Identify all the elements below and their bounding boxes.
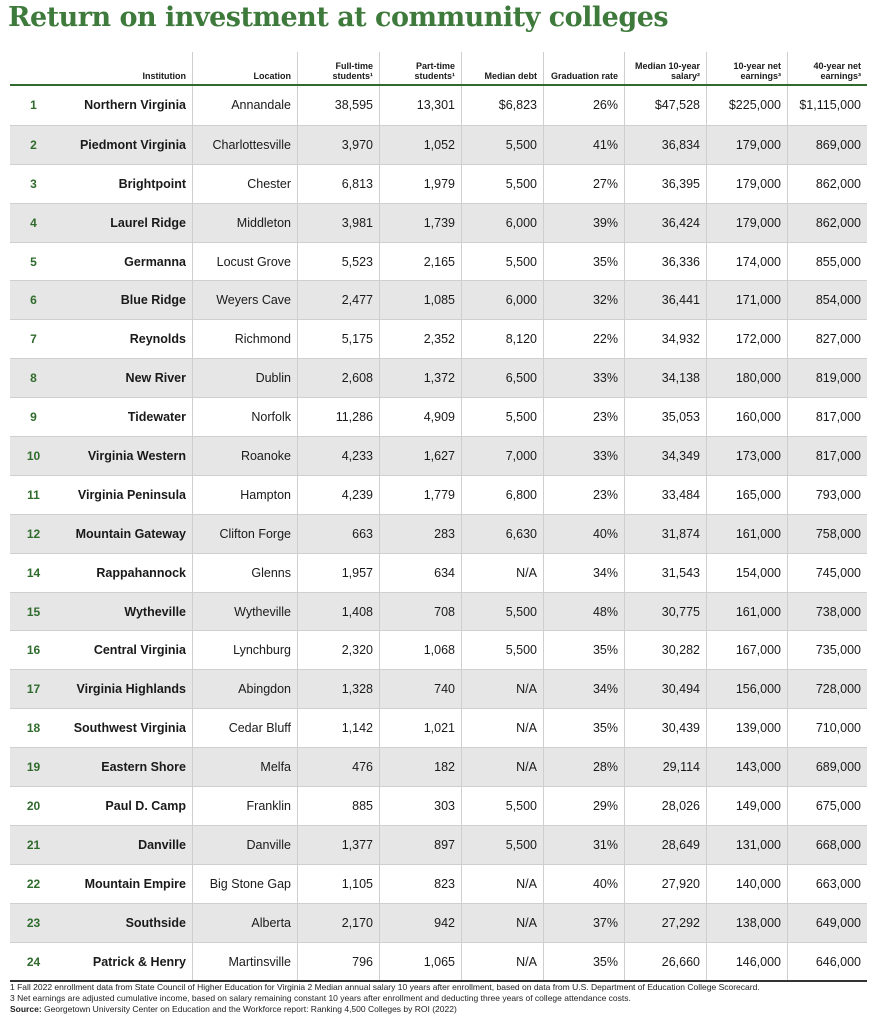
cell-location: Middleton: [193, 204, 298, 242]
cell-median-debt: 5,500: [462, 243, 544, 281]
cell-full-time-students: 1,105: [298, 865, 380, 903]
cell-40-year-net-earnings: 862,000: [815, 176, 861, 191]
cell-10-year-net-earnings: 146,000: [707, 943, 788, 981]
table-row: [10, 864, 867, 903]
cell-median-debt: 6,000: [462, 204, 544, 242]
header-10-year-net-earnings: [707, 52, 788, 84]
cell-institution: Virginia Highlands: [57, 670, 193, 708]
cell-graduation-rate: 32%: [544, 281, 625, 319]
cell-location: Martinsville: [193, 943, 298, 981]
cell-rank: 14: [26, 565, 41, 580]
cell-institution: Laurel Ridge: [57, 204, 193, 242]
cell-rank: 23: [26, 915, 41, 930]
cell-40-year-net-earnings: 663,000: [815, 876, 861, 891]
cell-location: Richmond: [193, 320, 298, 358]
cell-median-10-year-salary: 33,484: [625, 476, 707, 514]
cell-institution: Patrick & Henry: [57, 943, 193, 981]
cell-median-10-year-salary: 35,053: [625, 398, 707, 436]
cell-location: Cedar Bluff: [193, 709, 298, 747]
table-body: [10, 86, 867, 980]
cell-graduation-rate: 23%: [544, 476, 625, 514]
cell-location: Chester: [193, 165, 298, 203]
cell-graduation-rate: 29%: [544, 787, 625, 825]
cell-part-time-students: 283: [380, 515, 462, 553]
cell-median-debt: 6,800: [462, 476, 544, 514]
cell-part-time-students: 708: [380, 593, 462, 631]
cell-10-year-net-earnings: 173,000: [707, 437, 788, 475]
cell-rank: 9: [30, 410, 37, 425]
cell-median-10-year-salary: 34,138: [625, 359, 707, 397]
cell-10-year-net-earnings: 179,000: [707, 165, 788, 203]
header-line: Median 10-year: [634, 61, 700, 71]
cell-part-time-students: 1,627: [380, 437, 462, 475]
table-row: [10, 436, 867, 475]
source-label: Source:: [10, 1004, 42, 1014]
cell-graduation-rate: 23%: [544, 398, 625, 436]
cell-graduation-rate: 48%: [544, 593, 625, 631]
source-text: Georgetown University Center on Education and the Workforce report: Ranking 4,500 Colleges by ROI (2022): [41, 1004, 457, 1014]
cell-rank: 20: [26, 798, 41, 813]
cell-40-year-net-earnings: 668,000: [815, 837, 861, 852]
cell-full-time-students: 6,813: [298, 165, 380, 203]
header-median-10-year-salary: [625, 52, 707, 84]
header-line: students¹: [414, 71, 455, 81]
cell-institution: Mountain Empire: [57, 865, 193, 903]
cell-institution: Wytheville: [57, 593, 193, 631]
cell-10-year-net-earnings: 167,000: [707, 631, 788, 669]
cell-institution: Paul D. Camp: [57, 787, 193, 825]
cell-location: Abingdon: [193, 670, 298, 708]
cell-median-10-year-salary: 36,424: [625, 204, 707, 242]
cell-10-year-net-earnings: 161,000: [707, 515, 788, 553]
header-line: Full-time: [335, 61, 373, 71]
cell-graduation-rate: 31%: [544, 826, 625, 864]
cell-10-year-net-earnings: 174,000: [707, 243, 788, 281]
cell-40-year-net-earnings: 649,000: [815, 915, 861, 930]
header-line: Median debt: [484, 71, 537, 81]
cell-median-debt: 8,120: [462, 320, 544, 358]
cell-10-year-net-earnings: 138,000: [707, 904, 788, 942]
cell-rank: 4: [30, 215, 37, 230]
cell-10-year-net-earnings: 179,000: [707, 204, 788, 242]
cell-median-debt: 5,500: [462, 826, 544, 864]
cell-median-10-year-salary: 30,439: [625, 709, 707, 747]
cell-rank: 21: [26, 837, 41, 852]
roi-table: [10, 52, 867, 982]
header-location: [193, 52, 298, 84]
cell-40-year-net-earnings: 728,000: [815, 682, 861, 697]
footnote-3: 3 Net earnings are adjusted cumulative income, based on salary remaining constant 10 years after enrollment and deducting three years of college attendance costs.: [10, 993, 631, 1003]
cell-40-year-net-earnings: 817,000: [815, 448, 861, 463]
cell-median-debt: 5,500: [462, 631, 544, 669]
cell-institution: Virginia Peninsula: [57, 476, 193, 514]
cell-part-time-students: 1,085: [380, 281, 462, 319]
cell-10-year-net-earnings: 171,000: [707, 281, 788, 319]
cell-institution: Central Virginia: [57, 631, 193, 669]
cell-median-debt: 6,500: [462, 359, 544, 397]
cell-location: Charlottesville: [193, 126, 298, 164]
cell-median-debt: $6,823: [462, 86, 544, 125]
cell-full-time-students: 476: [298, 748, 380, 786]
cell-part-time-students: 1,372: [380, 359, 462, 397]
cell-part-time-students: 1,052: [380, 126, 462, 164]
cell-40-year-net-earnings: 646,000: [815, 954, 861, 969]
cell-10-year-net-earnings: 154,000: [707, 554, 788, 592]
header-institution: [57, 52, 193, 84]
cell-median-debt: N/A: [462, 554, 544, 592]
header-graduation-rate: [544, 52, 625, 84]
cell-median-debt: N/A: [462, 943, 544, 981]
table-row: [10, 475, 867, 514]
source-line: [10, 1004, 875, 1015]
cell-location: Lynchburg: [193, 631, 298, 669]
cell-part-time-students: 1,068: [380, 631, 462, 669]
cell-median-debt: N/A: [462, 904, 544, 942]
cell-institution: Tidewater: [57, 398, 193, 436]
cell-graduation-rate: 37%: [544, 904, 625, 942]
cell-median-debt: 5,500: [462, 593, 544, 631]
cell-institution: Southwest Virginia: [57, 709, 193, 747]
cell-location: Locust Grove: [193, 243, 298, 281]
cell-part-time-students: 4,909: [380, 398, 462, 436]
cell-10-year-net-earnings: 172,000: [707, 320, 788, 358]
cell-institution: Reynolds: [57, 320, 193, 358]
cell-median-10-year-salary: 34,349: [625, 437, 707, 475]
cell-graduation-rate: 33%: [544, 437, 625, 475]
cell-rank: 17: [26, 682, 41, 697]
cell-40-year-net-earnings: 827,000: [815, 332, 861, 347]
table-header: [10, 52, 867, 86]
cell-rank: 19: [26, 760, 41, 775]
cell-location: Alberta: [193, 904, 298, 942]
cell-part-time-students: 942: [380, 904, 462, 942]
cell-institution: Rappahannock: [57, 554, 193, 592]
cell-part-time-students: 13,301: [380, 86, 462, 125]
cell-institution: Northern Virginia: [57, 86, 193, 125]
cell-location: Roanoke: [193, 437, 298, 475]
cell-full-time-students: 796: [298, 943, 380, 981]
cell-40-year-net-earnings: 745,000: [815, 565, 861, 580]
cell-median-debt: N/A: [462, 670, 544, 708]
cell-median-10-year-salary: 31,543: [625, 554, 707, 592]
cell-median-debt: 7,000: [462, 437, 544, 475]
footnote-1-2: 1 Fall 2022 enrollment data from State Council of Higher Education for Virginia 2 Median annual salary 10 years after enrollment, based on data from U.S. Department of Education College Scorecard.: [10, 982, 760, 992]
cell-40-year-net-earnings: 854,000: [815, 293, 861, 308]
table-row: [10, 86, 867, 125]
table-row: [10, 825, 867, 864]
cell-full-time-students: 1,328: [298, 670, 380, 708]
cell-part-time-students: 1,779: [380, 476, 462, 514]
cell-40-year-net-earnings: 675,000: [815, 798, 861, 813]
cell-graduation-rate: 39%: [544, 204, 625, 242]
cell-full-time-students: 2,608: [298, 359, 380, 397]
cell-institution: Germanna: [57, 243, 193, 281]
cell-40-year-net-earnings: 862,000: [815, 215, 861, 230]
cell-median-10-year-salary: 28,026: [625, 787, 707, 825]
header-line: Location: [253, 71, 291, 81]
cell-median-10-year-salary: 27,292: [625, 904, 707, 942]
cell-full-time-students: 1,408: [298, 593, 380, 631]
cell-median-10-year-salary: 36,834: [625, 126, 707, 164]
table-row: [10, 125, 867, 164]
cell-rank: 10: [26, 448, 41, 463]
cell-10-year-net-earnings: 179,000: [707, 126, 788, 164]
header-line: 10-year net: [733, 61, 781, 71]
cell-median-10-year-salary: 36,395: [625, 165, 707, 203]
cell-median-10-year-salary: 36,441: [625, 281, 707, 319]
table-row: [10, 319, 867, 358]
cell-median-10-year-salary: 30,494: [625, 670, 707, 708]
cell-part-time-students: 634: [380, 554, 462, 592]
cell-40-year-net-earnings: 819,000: [815, 371, 861, 386]
header-line: Part-time: [415, 61, 455, 71]
cell-part-time-students: 1,739: [380, 204, 462, 242]
cell-median-10-year-salary: 36,336: [625, 243, 707, 281]
cell-rank: 1: [30, 98, 37, 113]
table-row: [10, 903, 867, 942]
cell-graduation-rate: 40%: [544, 865, 625, 903]
cell-40-year-net-earnings: 855,000: [815, 254, 861, 269]
cell-full-time-students: 5,523: [298, 243, 380, 281]
cell-median-10-year-salary: 30,775: [625, 593, 707, 631]
cell-location: Franklin: [193, 787, 298, 825]
cell-40-year-net-earnings: 817,000: [815, 410, 861, 425]
table-row: [10, 280, 867, 319]
cell-40-year-net-earnings: 793,000: [815, 487, 861, 502]
header-line: earnings³: [740, 71, 781, 81]
cell-full-time-students: 3,981: [298, 204, 380, 242]
cell-graduation-rate: 41%: [544, 126, 625, 164]
cell-rank: 24: [26, 954, 41, 969]
cell-10-year-net-earnings: 156,000: [707, 670, 788, 708]
cell-part-time-students: 2,165: [380, 243, 462, 281]
cell-40-year-net-earnings: $1,115,000: [799, 98, 861, 113]
cell-median-debt: 5,500: [462, 398, 544, 436]
cell-location: Annandale: [193, 86, 298, 125]
header-rank: [10, 52, 57, 84]
cell-location: Melfa: [193, 748, 298, 786]
cell-location: Wytheville: [193, 593, 298, 631]
header-full-time-students: [298, 52, 380, 84]
cell-rank: 8: [30, 371, 37, 386]
cell-graduation-rate: 33%: [544, 359, 625, 397]
cell-median-10-year-salary: 30,282: [625, 631, 707, 669]
cell-institution: New River: [57, 359, 193, 397]
cell-part-time-students: 823: [380, 865, 462, 903]
cell-location: Dublin: [193, 359, 298, 397]
cell-part-time-students: 303: [380, 787, 462, 825]
cell-part-time-students: 740: [380, 670, 462, 708]
cell-part-time-students: 1,021: [380, 709, 462, 747]
cell-graduation-rate: 28%: [544, 748, 625, 786]
table-row: [10, 242, 867, 281]
cell-graduation-rate: 26%: [544, 86, 625, 125]
cell-median-debt: 6,630: [462, 515, 544, 553]
header-line: Institution: [142, 71, 186, 81]
cell-rank: 6: [30, 293, 37, 308]
cell-median-debt: 5,500: [462, 126, 544, 164]
cell-full-time-students: 5,175: [298, 320, 380, 358]
cell-10-year-net-earnings: 160,000: [707, 398, 788, 436]
cell-median-debt: 5,500: [462, 787, 544, 825]
cell-part-time-students: 2,352: [380, 320, 462, 358]
cell-rank: 15: [26, 604, 41, 619]
cell-graduation-rate: 35%: [544, 243, 625, 281]
cell-10-year-net-earnings: $225,000: [707, 86, 788, 125]
cell-institution: Southside: [57, 904, 193, 942]
table-row: [10, 203, 867, 242]
cell-median-debt: 5,500: [462, 165, 544, 203]
cell-rank: 16: [26, 643, 41, 658]
cell-full-time-students: 4,239: [298, 476, 380, 514]
cell-10-year-net-earnings: 131,000: [707, 826, 788, 864]
cell-graduation-rate: 35%: [544, 631, 625, 669]
cell-graduation-rate: 34%: [544, 554, 625, 592]
cell-10-year-net-earnings: 143,000: [707, 748, 788, 786]
table-row: [10, 553, 867, 592]
table-row: [10, 747, 867, 786]
cell-full-time-students: 2,170: [298, 904, 380, 942]
cell-part-time-students: 1,065: [380, 943, 462, 981]
cell-full-time-students: 1,142: [298, 709, 380, 747]
cell-rank: 5: [30, 254, 37, 269]
cell-rank: 18: [26, 721, 41, 736]
cell-median-debt: 6,000: [462, 281, 544, 319]
table-row: [10, 669, 867, 708]
header-line: salary²: [670, 71, 700, 81]
cell-graduation-rate: 27%: [544, 165, 625, 203]
cell-location: Hampton: [193, 476, 298, 514]
cell-median-10-year-salary: 29,114: [625, 748, 707, 786]
cell-10-year-net-earnings: 161,000: [707, 593, 788, 631]
header-40-year-net-earnings: [788, 52, 867, 84]
cell-graduation-rate: 22%: [544, 320, 625, 358]
cell-institution: Mountain Gateway: [57, 515, 193, 553]
cell-median-debt: N/A: [462, 865, 544, 903]
cell-institution: Virginia Western: [57, 437, 193, 475]
table-row: [10, 397, 867, 436]
cell-median-10-year-salary: 34,932: [625, 320, 707, 358]
cell-graduation-rate: 35%: [544, 709, 625, 747]
header-part-time-students: [380, 52, 462, 84]
page-title: Return on investment at community colleges: [8, 2, 669, 33]
cell-rank: 3: [30, 176, 37, 191]
cell-rank: 12: [26, 526, 41, 541]
table-row: [10, 514, 867, 553]
cell-rank: 2: [30, 137, 37, 152]
cell-institution: Piedmont Virginia: [57, 126, 193, 164]
header-median-debt: [462, 52, 544, 84]
cell-full-time-students: 2,477: [298, 281, 380, 319]
cell-institution: Blue Ridge: [57, 281, 193, 319]
cell-10-year-net-earnings: 139,000: [707, 709, 788, 747]
cell-40-year-net-earnings: 710,000: [815, 721, 861, 736]
cell-full-time-students: 1,957: [298, 554, 380, 592]
cell-location: Glenns: [193, 554, 298, 592]
cell-full-time-students: 2,320: [298, 631, 380, 669]
header-line: earnings³: [820, 71, 861, 81]
cell-40-year-net-earnings: 735,000: [815, 643, 861, 658]
cell-institution: Eastern Shore: [57, 748, 193, 786]
cell-graduation-rate: 35%: [544, 943, 625, 981]
cell-full-time-students: 38,595: [298, 86, 380, 125]
cell-40-year-net-earnings: 738,000: [815, 604, 861, 619]
cell-full-time-students: 11,286: [298, 398, 380, 436]
table-row: [10, 942, 867, 981]
footnotes: [10, 982, 875, 1015]
cell-institution: Brightpoint: [57, 165, 193, 203]
cell-10-year-net-earnings: 165,000: [707, 476, 788, 514]
cell-full-time-students: 3,970: [298, 126, 380, 164]
cell-part-time-students: 1,979: [380, 165, 462, 203]
cell-median-10-year-salary: 28,649: [625, 826, 707, 864]
cell-rank: 22: [26, 876, 41, 891]
cell-full-time-students: 1,377: [298, 826, 380, 864]
cell-rank: 11: [27, 487, 40, 502]
cell-40-year-net-earnings: 758,000: [815, 526, 861, 541]
table-row: [10, 592, 867, 631]
cell-full-time-students: 4,233: [298, 437, 380, 475]
cell-40-year-net-earnings: 869,000: [815, 137, 861, 152]
cell-rank: 7: [30, 332, 37, 347]
cell-institution: Danville: [57, 826, 193, 864]
cell-location: Weyers Cave: [193, 281, 298, 319]
table-row: [10, 358, 867, 397]
cell-full-time-students: 885: [298, 787, 380, 825]
cell-part-time-students: 897: [380, 826, 462, 864]
cell-location: Clifton Forge: [193, 515, 298, 553]
table-row: [10, 708, 867, 747]
cell-full-time-students: 663: [298, 515, 380, 553]
cell-median-debt: N/A: [462, 748, 544, 786]
cell-10-year-net-earnings: 180,000: [707, 359, 788, 397]
cell-graduation-rate: 34%: [544, 670, 625, 708]
table-row: [10, 786, 867, 825]
cell-10-year-net-earnings: 140,000: [707, 865, 788, 903]
header-line: Graduation rate: [550, 71, 618, 81]
cell-median-10-year-salary: 26,660: [625, 943, 707, 981]
cell-location: Norfolk: [193, 398, 298, 436]
header-line: students¹: [332, 71, 373, 81]
cell-median-10-year-salary: $47,528: [625, 86, 707, 125]
cell-40-year-net-earnings: 689,000: [815, 760, 861, 775]
table-row: [10, 164, 867, 203]
cell-part-time-students: 182: [380, 748, 462, 786]
table-row: [10, 630, 867, 669]
cell-median-10-year-salary: 31,874: [625, 515, 707, 553]
cell-median-10-year-salary: 27,920: [625, 865, 707, 903]
header-line: 40-year net: [813, 61, 861, 71]
cell-graduation-rate: 40%: [544, 515, 625, 553]
cell-median-debt: N/A: [462, 709, 544, 747]
cell-10-year-net-earnings: 149,000: [707, 787, 788, 825]
cell-location: Big Stone Gap: [193, 865, 298, 903]
cell-location: Danville: [193, 826, 298, 864]
